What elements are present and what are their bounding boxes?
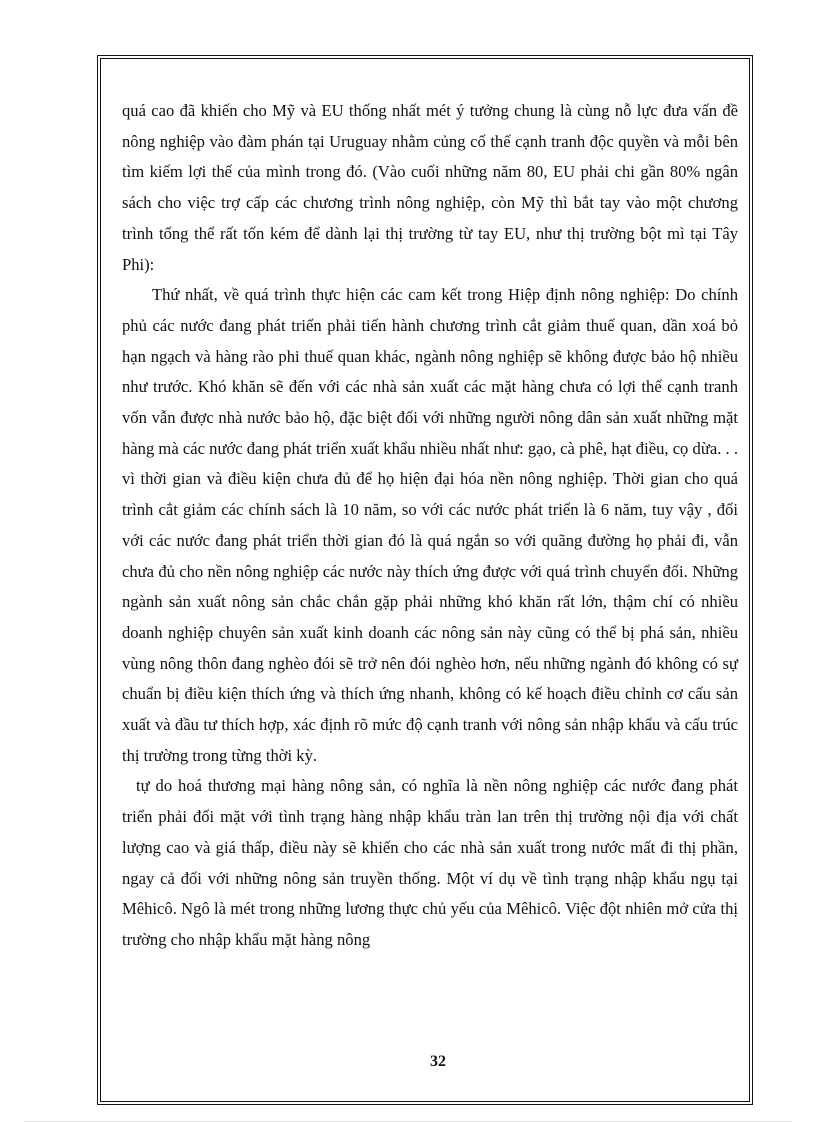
paragraph-3: tự do hoá thương mại hàng nông sản, có nghĩa là nền nông nghiệp các nước đang phát triển phải đối mặt với tình trạng hàng nhập khẩu tràn lan trên thị trường nội địa với chất lượng cao và giá thấp, điều này sẽ khiến cho các nhà sản xuất trong nước mất đi thị phần, ngay cả đối với những nông sản truyền thống. Một ví dụ về tình trạng nhập khẩu ngụ tại Mêhicô. Ngô là mét trong những lương thực chủ yếu của Mêhicô. Việc đột nhiên mở cửa thị trường cho nhập khẩu mặt hàng nông [122,776,738,949]
paragraph-1: quá cao đã khiến cho Mỹ và EU thống nhất mét ý tưởng chung là cùng nỗ lực đưa vấn đề nông nghiệp vào đàm phán tại Uruguay nhằm củng cố thế cạnh tranh độc quyền và mỗi bên tìm kiếm lợi thế của mình trong đó. (Vào cuối những năm 80, EU phải chi gần 80% ngân sách cho việc trợ cấp các chương trình nông nghiệp, còn Mỹ thì bắt tay vào một chương trình tổng thể rất tốn kém để dành lại thị trường từ tay EU, như thị trường bột mì tại Tây Phi): [122,101,738,274]
document-body [122,96,738,956]
paragraph-2: Thứ nhất, về quá trình thực hiện các cam kết trong Hiệp định nông nghiệp: Do chính phủ các nước đang phát triển phải tiến hành chương trình cắt giảm thuế quan, dần xoá bỏ hạn ngạch và hàng rào phi thuế quan khác, ngành nông nghiệp sẽ không được bảo hộ nhiều như trước. Khó khăn sẽ đến với các nhà sản xuất các mặt hàng chưa có lợi thế cạnh tranh vốn vẫn được nhà nước bảo hộ, đặc biệt đối với những người nông dân sản xuất những mặt hàng mà các nước đang phát triển xuất khẩu nhiều nhất như: gạo, cà phê, hạt điều, cọ dừa. . . vì thời gian và điều kiện chưa đủ để họ hiện đại hóa nền nông nghiệp. Thời gian cho quá trình cắt giảm các chính sách là 10 năm, so với các nước phát triển là 6 năm, tuy vậy , đối với các nước đang phát triển thời gian đó là quá ngắn so với quãng đường họ phải đi, vẫn chưa đủ cho nền nông nghiệp các nước này thích ứng được với quá trình chuyển đổi. Những ngành sản xuất nông sản chắc chắn gặp phải những khó khăn rất lớn, thậm chí có nhiều doanh nghiệp chuyên sản xuất kinh doanh các nông sản này cũng có thể bị phá sản, nhiều vùng nông thôn đang nghèo đói sẽ trở nên đói nghèo hơn, nếu những ngành đó không có sự chuẩn bị điều kiện thích ứng và thích ứng nhanh, không có kế hoạch điều chỉnh cơ cấu sản xuất và đầu tư thích hợp, xác định rõ mức độ cạnh tranh với nông sản nhập khẩu và cấu trúc thị trường trong từng thời kỳ. [122,285,738,765]
page-number: 32 [430,1053,446,1070]
bottom-divider [25,1121,791,1122]
